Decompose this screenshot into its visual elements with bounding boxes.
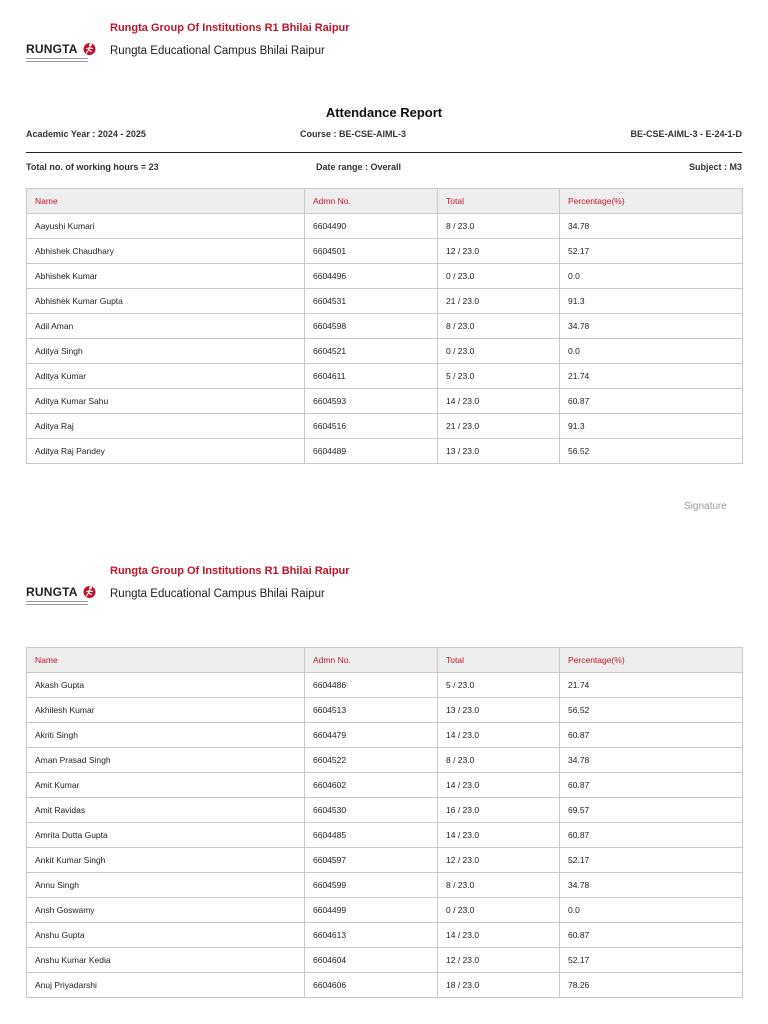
percentage-cell: 60.87 (560, 389, 743, 414)
percentage-cell: 52.17 (560, 239, 743, 264)
admn-no-cell: 6604501 (305, 239, 438, 264)
admn-no-cell: 6604606 (305, 973, 438, 998)
percentage-cell: 34.78 (560, 314, 743, 339)
percentage-cell: 0.0 (560, 898, 743, 923)
table-row (27, 414, 743, 439)
total-hours-cell: 14 / 23.0 (438, 923, 560, 948)
admn-no-cell: 6604499 (305, 898, 438, 923)
table-header-row (27, 189, 743, 214)
divider (26, 152, 742, 153)
total-hours-cell: 5 / 23.0 (438, 364, 560, 389)
column-header-name: Name (27, 189, 305, 214)
admn-no-cell: 6604597 (305, 848, 438, 873)
student-name-cell: Anuj Priyadarshi (27, 973, 305, 998)
total-hours-cell: 14 / 23.0 (438, 723, 560, 748)
admn-no-cell: 6604479 (305, 723, 438, 748)
percentage-cell: 56.52 (560, 698, 743, 723)
percentage-cell: 21.74 (560, 364, 743, 389)
runner-icon (83, 584, 96, 600)
attendance-table-page-1 (26, 188, 743, 464)
percentage-cell: 78.26 (560, 973, 743, 998)
total-hours-cell: 21 / 23.0 (438, 289, 560, 314)
column-header-name: Name (27, 648, 305, 673)
total-hours-cell: 5 / 23.0 (438, 673, 560, 698)
percentage-cell: 34.78 (560, 873, 743, 898)
logo-tagline-lines (26, 56, 88, 62)
admn-no-cell: 6604486 (305, 673, 438, 698)
total-hours-cell: 14 / 23.0 (438, 389, 560, 414)
total-hours-cell: 13 / 23.0 (438, 698, 560, 723)
total-hours-cell: 0 / 23.0 (438, 264, 560, 289)
admn-no-cell: 6604604 (305, 948, 438, 973)
admn-no-cell: 6604593 (305, 389, 438, 414)
table-row (27, 439, 743, 464)
admn-no-cell: 6604522 (305, 748, 438, 773)
percentage-cell: 60.87 (560, 723, 743, 748)
admn-no-cell: 6604613 (305, 923, 438, 948)
total-hours-cell: 12 / 23.0 (438, 239, 560, 264)
total-hours-cell: 12 / 23.0 (438, 948, 560, 973)
column-header-total: Total (438, 648, 560, 673)
table-row (27, 923, 743, 948)
student-name-cell: Aditya Kumar Sahu (27, 389, 305, 414)
rungta-logo (26, 42, 96, 64)
table-header-row (27, 648, 743, 673)
student-name-cell: Aayushi Kumari (27, 214, 305, 239)
student-name-cell: Aditya Singh (27, 339, 305, 364)
admn-no-cell: 6604602 (305, 773, 438, 798)
student-name-cell: Abhishek Kumar (27, 264, 305, 289)
admn-no-cell: 6604516 (305, 414, 438, 439)
table-row (27, 973, 743, 998)
percentage-cell: 69.57 (560, 798, 743, 823)
percentage-cell: 91.3 (560, 289, 743, 314)
student-name-cell: Aditya Raj Pandey (27, 439, 305, 464)
total-hours-cell: 16 / 23.0 (438, 798, 560, 823)
percentage-cell: 21.74 (560, 673, 743, 698)
table-row (27, 748, 743, 773)
percentage-cell: 34.78 (560, 214, 743, 239)
percentage-cell: 60.87 (560, 923, 743, 948)
student-name-cell: Adil Aman (27, 314, 305, 339)
admn-no-cell: 6604489 (305, 439, 438, 464)
date-range: Date range : Overall (316, 162, 402, 172)
table-row (27, 389, 743, 414)
column-header-admn-no: Admn No. (305, 648, 438, 673)
table-row (27, 364, 743, 389)
percentage-cell: 91.3 (560, 414, 743, 439)
admn-no-cell: 6604490 (305, 214, 438, 239)
student-name-cell: Aman Prasad Singh (27, 748, 305, 773)
total-hours-cell: 8 / 23.0 (438, 214, 560, 239)
column-header-percentage: Percentage(%) (560, 648, 743, 673)
total-hours-cell: 21 / 23.0 (438, 414, 560, 439)
percentage-cell: 52.17 (560, 948, 743, 973)
course: Course : BE-CSE-AIML-3 (300, 129, 407, 139)
signature-label: Signature (684, 501, 727, 512)
student-name-cell: Annu Singh (27, 873, 305, 898)
logo-tagline-lines (26, 599, 88, 605)
admn-no-cell: 6604611 (305, 364, 438, 389)
student-name-cell: Amrita Dutta Gupta (27, 823, 305, 848)
student-name-cell: Aditya Raj (27, 414, 305, 439)
admn-no-cell: 6604531 (305, 289, 438, 314)
rungta-logo-page-2 (26, 585, 96, 607)
percentage-cell: 0.0 (560, 339, 743, 364)
subject: Subject : M3 (688, 162, 742, 172)
table-row (27, 673, 743, 698)
table-row (27, 239, 743, 264)
section: BE-CSE-AIML-3 - E-24-1-D (630, 129, 742, 139)
total-hours-cell: 14 / 23.0 (438, 773, 560, 798)
admn-no-cell: 6604599 (305, 873, 438, 898)
admn-no-cell: 6604485 (305, 823, 438, 848)
table-row (27, 698, 743, 723)
student-name-cell: Amit Ravidas (27, 798, 305, 823)
student-name-cell: Anshu Gupta (27, 923, 305, 948)
table-row (27, 723, 743, 748)
table-row (27, 773, 743, 798)
percentage-cell: 52.17 (560, 848, 743, 873)
table-row (27, 314, 743, 339)
table-row (27, 798, 743, 823)
runner-icon (83, 41, 96, 57)
column-header-percentage: Percentage(%) (560, 189, 743, 214)
admn-no-cell: 6604598 (305, 314, 438, 339)
total-hours-cell: 0 / 23.0 (438, 898, 560, 923)
column-header-total: Total (438, 189, 560, 214)
column-header-admn-no: Admn No. (305, 189, 438, 214)
campus-name: Rungta Educational Campus Bhilai Raipur (110, 45, 325, 57)
logo-text: RUNGTA (26, 585, 78, 599)
total-hours-cell: 12 / 23.0 (438, 848, 560, 873)
total-hours-cell: 14 / 23.0 (438, 823, 560, 848)
table-row (27, 264, 743, 289)
total-hours-cell: 8 / 23.0 (438, 314, 560, 339)
admn-no-cell: 6604521 (305, 339, 438, 364)
percentage-cell: 56.52 (560, 439, 743, 464)
campus-name-page-2: Rungta Educational Campus Bhilai Raipur (110, 588, 325, 600)
table-row (27, 339, 743, 364)
logo-text: RUNGTA (26, 42, 78, 56)
total-hours-cell: 8 / 23.0 (438, 748, 560, 773)
total-hours-cell: 13 / 23.0 (438, 439, 560, 464)
working-hours: Total no. of working hours = 23 (26, 162, 159, 172)
table-row (27, 214, 743, 239)
percentage-cell: 0.0 (560, 264, 743, 289)
institution-name: Rungta Group Of Institutions R1 Bhilai Raipur (110, 22, 350, 34)
table-row (27, 898, 743, 923)
student-name-cell: Abhishek Kumar Gupta (27, 289, 305, 314)
table-row (27, 848, 743, 873)
table-row (27, 289, 743, 314)
percentage-cell: 60.87 (560, 773, 743, 798)
admn-no-cell: 6604496 (305, 264, 438, 289)
admn-no-cell: 6604513 (305, 698, 438, 723)
student-name-cell: Akhilesh Kumar (27, 698, 305, 723)
table-row (27, 873, 743, 898)
student-name-cell: Aditya Kumar (27, 364, 305, 389)
report-title: Attendance Report (325, 105, 443, 120)
total-hours-cell: 0 / 23.0 (438, 339, 560, 364)
student-name-cell: Akash Gupta (27, 673, 305, 698)
table-row (27, 823, 743, 848)
student-name-cell: Ansh Goswamy (27, 898, 305, 923)
student-name-cell: Amit Kumar (27, 773, 305, 798)
student-name-cell: Abhishek Chaudhary (27, 239, 305, 264)
total-hours-cell: 18 / 23.0 (438, 973, 560, 998)
table-row (27, 948, 743, 973)
admn-no-cell: 6604530 (305, 798, 438, 823)
student-name-cell: Anshu Kumar Kedia (27, 948, 305, 973)
percentage-cell: 34.78 (560, 748, 743, 773)
percentage-cell: 60.87 (560, 823, 743, 848)
student-name-cell: Ankit Kumar Singh (27, 848, 305, 873)
student-name-cell: Akriti Singh (27, 723, 305, 748)
total-hours-cell: 8 / 23.0 (438, 873, 560, 898)
institution-name-page-2: Rungta Group Of Institutions R1 Bhilai Raipur (110, 565, 350, 577)
attendance-table-page-2 (26, 647, 743, 998)
academic-year: Academic Year : 2024 - 2025 (26, 129, 146, 139)
